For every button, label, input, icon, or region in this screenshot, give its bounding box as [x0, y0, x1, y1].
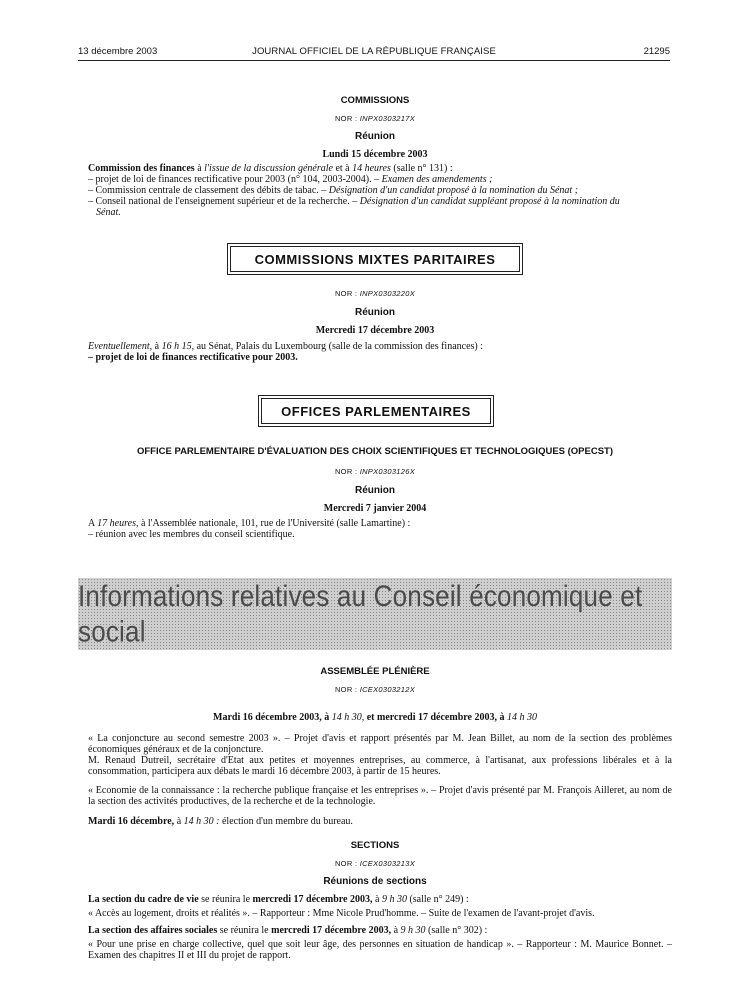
cmp-line-2: – projet de loi de finances rectificative pour 2003. — [88, 352, 298, 363]
subheading-reunions-sections: Réunions de sections — [323, 876, 427, 887]
section-cadre-de-vie-item: « Accès au logement, droits et réalités ». – Rapporteur : Mme Nicole Prud'homme. – Suite de l'examen de l'avant-projet d'avis. — [88, 908, 595, 919]
reunion-cmp: Réunion — [355, 307, 395, 318]
nor-assemblee: NOR : ICEX0303212X — [334, 685, 416, 694]
section-heading-assemblee: ASSEMBLÉE PLÉNIÈRE — [320, 666, 430, 677]
assemblee-paragraph-4: Mardi 16 décembre, à 14 h 30 : élection d'un membre du bureau. — [88, 816, 353, 827]
boxed-heading-offices: OFFICES PARLEMENTAIRES — [258, 395, 494, 427]
commission-intro: Commission des finances à l'issue de la discussion générale et à 14 heures (salle n° 131) : — [88, 163, 453, 174]
day-offices: Mercredi 7 janvier 2004 — [323, 503, 427, 514]
cmp-line-1: Eventuellement, à 16 h 15, au Sénat, Palais du Luxembourg (salle de la commission des finances) : — [88, 341, 484, 352]
section-affaires-sociales-item: « Pour une prise en charge collective, quel que soit leur âge, des personnes en situation de handicap ». – Rapporteur : M. Maurice Bonnet. – Examen des chapitres II et III du projet de rapport. — [88, 939, 672, 962]
office-title: OFFICE PARLEMENTAIRE D'ÉVALUATION DES CHOIX SCIENTIFIQUES ET TECHNOLOGIQUES (OPECST) — [136, 446, 614, 457]
section-heading-commissions: COMMISSIONS — [340, 95, 410, 106]
section-affaires-sociales: La section des affaires sociales se réunira le mercredi 17 décembre 2003, à 9 h 30 (salle n° 302) : — [88, 925, 488, 936]
section-heading-sections: SECTIONS — [350, 840, 400, 851]
day-cmp: Mercredi 17 décembre 2003 — [315, 325, 435, 336]
boxed-heading-cmp: COMMISSIONS MIXTES PARITAIRES — [227, 243, 523, 275]
assemblee-paragraph-1: « La conjoncture au second semestre 2003 ». – Projet d'avis et rapport présentés par M. Jean Billet, au nom de la section des problèmes économiques généraux et de la conjoncture. — [88, 733, 672, 756]
reunion-commissions: Réunion — [355, 131, 395, 142]
commission-item-3: – Conseil national de l'enseignement supérieur et de la recherche. – Désignation d'un candidat suppléant proposé à la nomination du — [88, 196, 620, 207]
banner-title: Informations relatives au Conseil économique et social — [78, 578, 643, 649]
offices-line-2: – réunion avec les membres du conseil scientifique. — [88, 529, 295, 540]
nor-offices: NOR : INPX0303126X — [334, 467, 416, 476]
header-date: 13 décembre 2003 — [78, 46, 158, 57]
assemblee-paragraph-2: M. Renaud Dutreil, secrétaire d'Etat aux petites et moyennes entreprises, au commerce, à l'artisanat, aux professions libérales et à la consommation, participera aux débats le mardi 16 décembre 2003, à partir de 15 heures. — [88, 755, 672, 778]
section-cadre-de-vie: La section du cadre de vie se réunira le mercredi 17 décembre 2003, à 9 h 30 (salle n° 249) : — [88, 894, 469, 905]
commission-item-2: – Commission centrale de classement des débits de tabac. – Désignation d'un candidat proposé à la nomination du Sénat ; — [88, 185, 579, 196]
day-commissions: Lundi 15 décembre 2003 — [322, 149, 428, 160]
assemblee-paragraph-3: « Economie de la connaissance : la recherche publique française et les entreprises ». – Projet d'avis présenté par M. François Ailleret, au nom de la section des activités productives, de la recherche et de la technologie. — [88, 785, 672, 808]
nor-commissions: NOR : INPX0303217X — [334, 114, 416, 123]
offices-line-1: A 17 heures, à l'Assemblée nationale, 101, rue de l'Université (salle Lamartine) : — [88, 518, 411, 529]
day-assemblee: Mardi 16 décembre 2003, à 14 h 30, et mercredi 17 décembre 2003, à 14 h 30 — [213, 712, 537, 723]
header-rule — [78, 60, 670, 61]
nor-sections: NOR : ICEX0303213X — [334, 859, 416, 868]
banner-ces — [78, 578, 672, 650]
nor-cmp: NOR : INPX0303220X — [334, 289, 416, 298]
page-number: 21295 — [643, 46, 670, 57]
journal-title: JOURNAL OFFICIEL DE LA RÉPUBLIQUE FRANÇAISE — [252, 46, 496, 57]
commission-item-1: – projet de loi de finances rectificative pour 2003 (n° 104, 2003-2004). – Examen des amendements ; — [88, 174, 493, 185]
commission-item-3-cont: Sénat. — [96, 207, 121, 218]
reunion-offices: Réunion — [355, 485, 395, 496]
